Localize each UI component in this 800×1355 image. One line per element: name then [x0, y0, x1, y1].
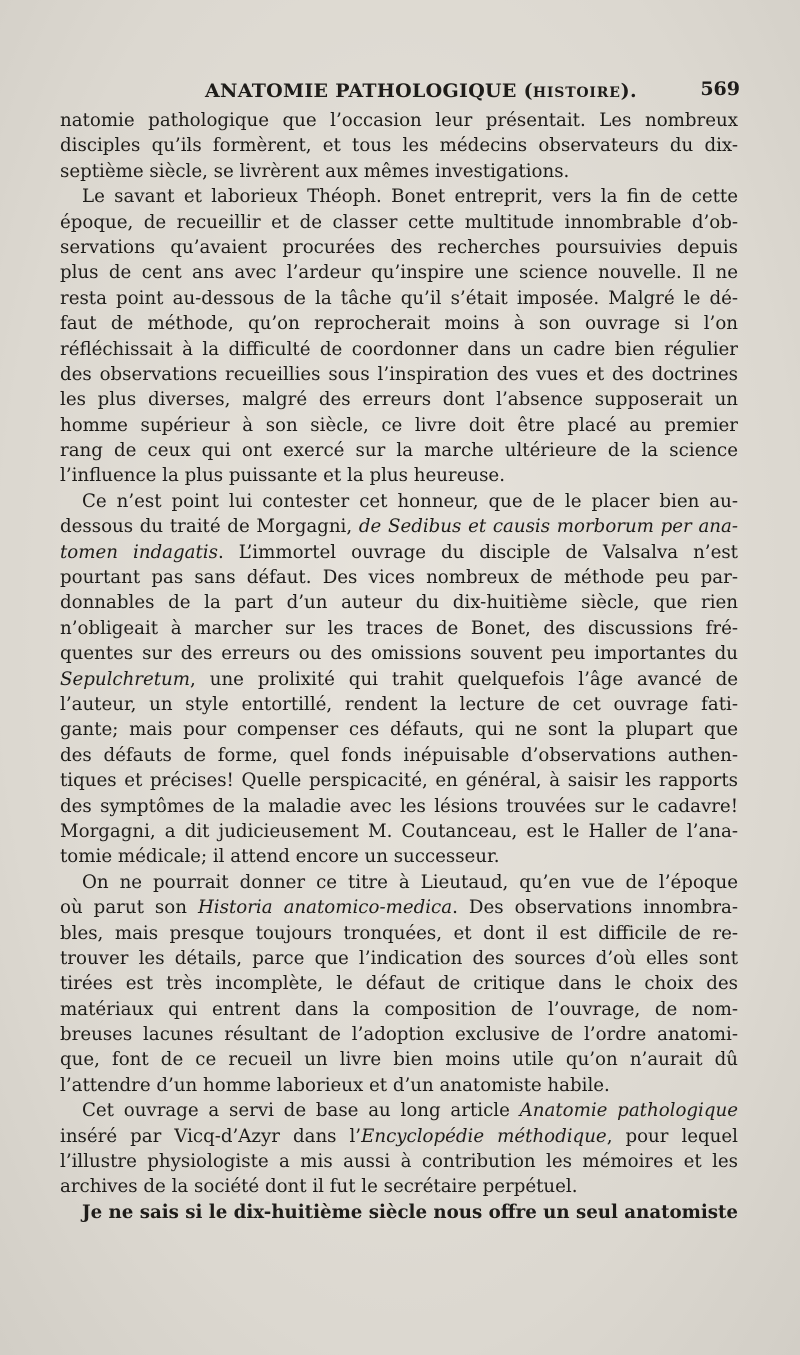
- text-run: Morgagni, a dit judicieusement M. Coutanceau, est le Haller de l’ana-: [60, 820, 738, 842]
- text-line: [60, 590, 738, 615]
- running-title: [205, 80, 637, 102]
- text-run: resta point au-dessous de la tâche qu’il s’était imposée. Malgré le dé-: [60, 287, 738, 309]
- text-line: [60, 463, 738, 488]
- text-run: tiques et précises! Quelle perspicacité, en général, à saisir les rapports: [60, 770, 738, 792]
- text-run: pourtant pas sans défaut. Des vices nombreux de méthode peu par-: [60, 567, 738, 589]
- text-line: [60, 108, 738, 133]
- text-line: [60, 641, 738, 666]
- text-line: [60, 438, 738, 463]
- text-run: époque, de recueillir et de classer cette multitude innombrable d’ob-: [60, 211, 738, 233]
- body-text: [60, 108, 738, 1225]
- text-run: bles, mais presque toujours tronquées, et dont il est difficile de re-: [60, 922, 738, 944]
- text-line: [60, 997, 738, 1022]
- text-line: [60, 210, 738, 235]
- text-line: [60, 286, 738, 311]
- text-line: [60, 768, 738, 793]
- text-run: Ce n’est point lui contester cet honneur, que de le placer bien au-: [82, 490, 738, 512]
- text-line: [60, 1149, 738, 1174]
- italic-title: Encyclopédie méthodique: [361, 1125, 607, 1147]
- text-run: quentes sur des erreurs ou des omissions souvent peu importantes du: [60, 643, 738, 665]
- text-line: [60, 362, 738, 387]
- text-line: [60, 1200, 738, 1225]
- text-run: l’illustre physiologiste a mis aussi à contribution les mémoires et les: [60, 1151, 738, 1173]
- text-line: [60, 717, 738, 742]
- text-run: servations qu’avaient procurées des recherches poursuivies depuis: [60, 236, 738, 258]
- text-line: [60, 184, 738, 209]
- text-line: [60, 794, 738, 819]
- text-line: [60, 921, 738, 946]
- text-line: [60, 870, 738, 895]
- text-line: [60, 844, 738, 869]
- text-line: [60, 743, 738, 768]
- text-run: gante; mais pour compenser ces défauts, qui ne sont la plupart que: [60, 719, 738, 741]
- text-run: l’auteur, un style entortillé, rendent la lecture de cet ouvrage fati-: [60, 693, 738, 715]
- text-line: [60, 159, 738, 184]
- italic-title: Sepulchretum: [60, 668, 191, 690]
- text-line: [60, 413, 738, 438]
- text-line: [60, 565, 738, 590]
- text-run: inséré par Vicq-d’Azyr dans l’: [60, 1125, 362, 1147]
- text-run: homme supérieur à son siècle, ce livre doit être placé au premier: [60, 414, 738, 436]
- text-run: trouver les détails, parce que l’indication des sources d’où elles sont: [60, 947, 738, 969]
- italic-title: tomen indagatis: [60, 541, 218, 563]
- text-line: [60, 946, 738, 971]
- running-title-small-caps: HISTOIRE: [532, 85, 621, 101]
- text-run: des défauts de forme, quel fonds inépuisable d’observations authen-: [60, 744, 738, 766]
- text-run: Je ne sais si le dix-huitième siècle nous offre un seul anatomiste: [82, 1201, 738, 1223]
- italic-title: Anatomie pathologique: [519, 1100, 738, 1122]
- text-line: [60, 133, 738, 158]
- text-run: Le savant et laborieux Théoph. Bonet entreprit, vers la fin de cette: [82, 186, 738, 208]
- text-line: [60, 235, 738, 260]
- text-run: , pour lequel: [606, 1125, 738, 1147]
- text-run: . Des observations innombra-: [452, 897, 739, 919]
- text-run: donnables de la part d’un auteur du dix-huitième siècle, que rien: [60, 592, 738, 614]
- text-run: archives de la société dont il fut le secrétaire perpétuel.: [60, 1176, 578, 1198]
- text-line: [60, 692, 738, 717]
- text-run: disciples qu’ils formèrent, et tous les médecins observateurs du dix-: [60, 135, 738, 157]
- text-run: des symptômes de la maladie avec les lésions trouvées sur le cadavre!: [60, 795, 738, 817]
- text-run: dessous du traité de Morgagni,: [60, 516, 359, 538]
- text-run: natomie pathologique que l’occasion leur présentait. Les nombreux: [60, 110, 738, 131]
- text-run: que, font de ce recueil un livre bien moins utile qu’on n’aurait dû: [60, 1049, 738, 1071]
- text-run: l’influence la plus puissante et la plus heureuse.: [60, 465, 505, 487]
- running-header: [60, 80, 740, 108]
- text-line: [60, 971, 738, 996]
- text-run: des observations recueillies sous l’inspiration des vues et des doctrines: [60, 363, 738, 385]
- text-line: [60, 337, 738, 362]
- text-line: [60, 1022, 738, 1047]
- text-run: les plus diverses, malgré des erreurs dont l’absence supposerait un: [60, 389, 738, 411]
- text-run: n’obligeait à marcher sur les traces de Bonet, des discussions fré-: [60, 617, 738, 639]
- text-line: [60, 1073, 738, 1098]
- text-run: . L’immortel ouvrage du disciple de Valsalva n’est: [217, 541, 738, 563]
- text-line: [60, 667, 738, 692]
- text-run: tirées est très incomplète, le défaut de critique dans le choix des: [60, 973, 738, 995]
- text-line: [60, 895, 738, 920]
- text-run: Cet ouvrage a servi de base au long article: [82, 1100, 520, 1122]
- text-run: plus de cent ans avec l’ardeur qu’inspire une science nouvelle. Il ne: [60, 262, 738, 284]
- italic-title: de Sedibus et causis morborum per ana-: [358, 516, 739, 538]
- text-line: [60, 1174, 738, 1199]
- text-run: , une prolixité qui trahit quelquefois l’âge avancé de: [190, 668, 738, 690]
- text-run: l’attendre d’un homme laborieux et d’un anatomiste habile.: [60, 1074, 610, 1096]
- text-run: septième siècle, se livrèrent aux mêmes investigations.: [60, 160, 570, 182]
- page-number: 569: [700, 78, 740, 100]
- text-run: tomie médicale; il attend encore un successeur.: [60, 846, 500, 868]
- running-title-main: ANATOMIE PATHOLOGIQUE (: [205, 80, 533, 102]
- text-run: On ne pourrait donner ce titre à Lieutaud, qu’en vue de l’époque: [82, 871, 738, 893]
- text-line: [60, 1047, 738, 1072]
- text-line: [60, 616, 738, 641]
- text-line: [60, 387, 738, 412]
- text-run: faut de méthode, qu’on reprocherait moins à son ouvrage si l’on: [60, 313, 738, 335]
- text-line: [60, 260, 738, 285]
- text-line: [60, 489, 738, 514]
- text-line: [60, 540, 738, 565]
- text-run: matériaux qui entrent dans la composition de l’ouvrage, de nom-: [60, 998, 738, 1020]
- text-run: réfléchissait à la difficulté de coordonner dans un cadre bien régulier: [60, 338, 738, 360]
- text-line: [60, 1098, 738, 1123]
- running-title-end: ).: [620, 80, 637, 102]
- text-line: [60, 819, 738, 844]
- text-run: rang de ceux qui ont exercé sur la marche ultérieure de la science: [60, 440, 738, 462]
- text-run: où parut son: [60, 897, 198, 919]
- text-line: [60, 514, 738, 539]
- text-line: [60, 1124, 738, 1149]
- italic-title: Historia anatomico-medica: [197, 897, 453, 919]
- text-run: breuses lacunes résultant de l’adoption exclusive de l’ordre anatomi-: [60, 1024, 738, 1046]
- text-line: [60, 311, 738, 336]
